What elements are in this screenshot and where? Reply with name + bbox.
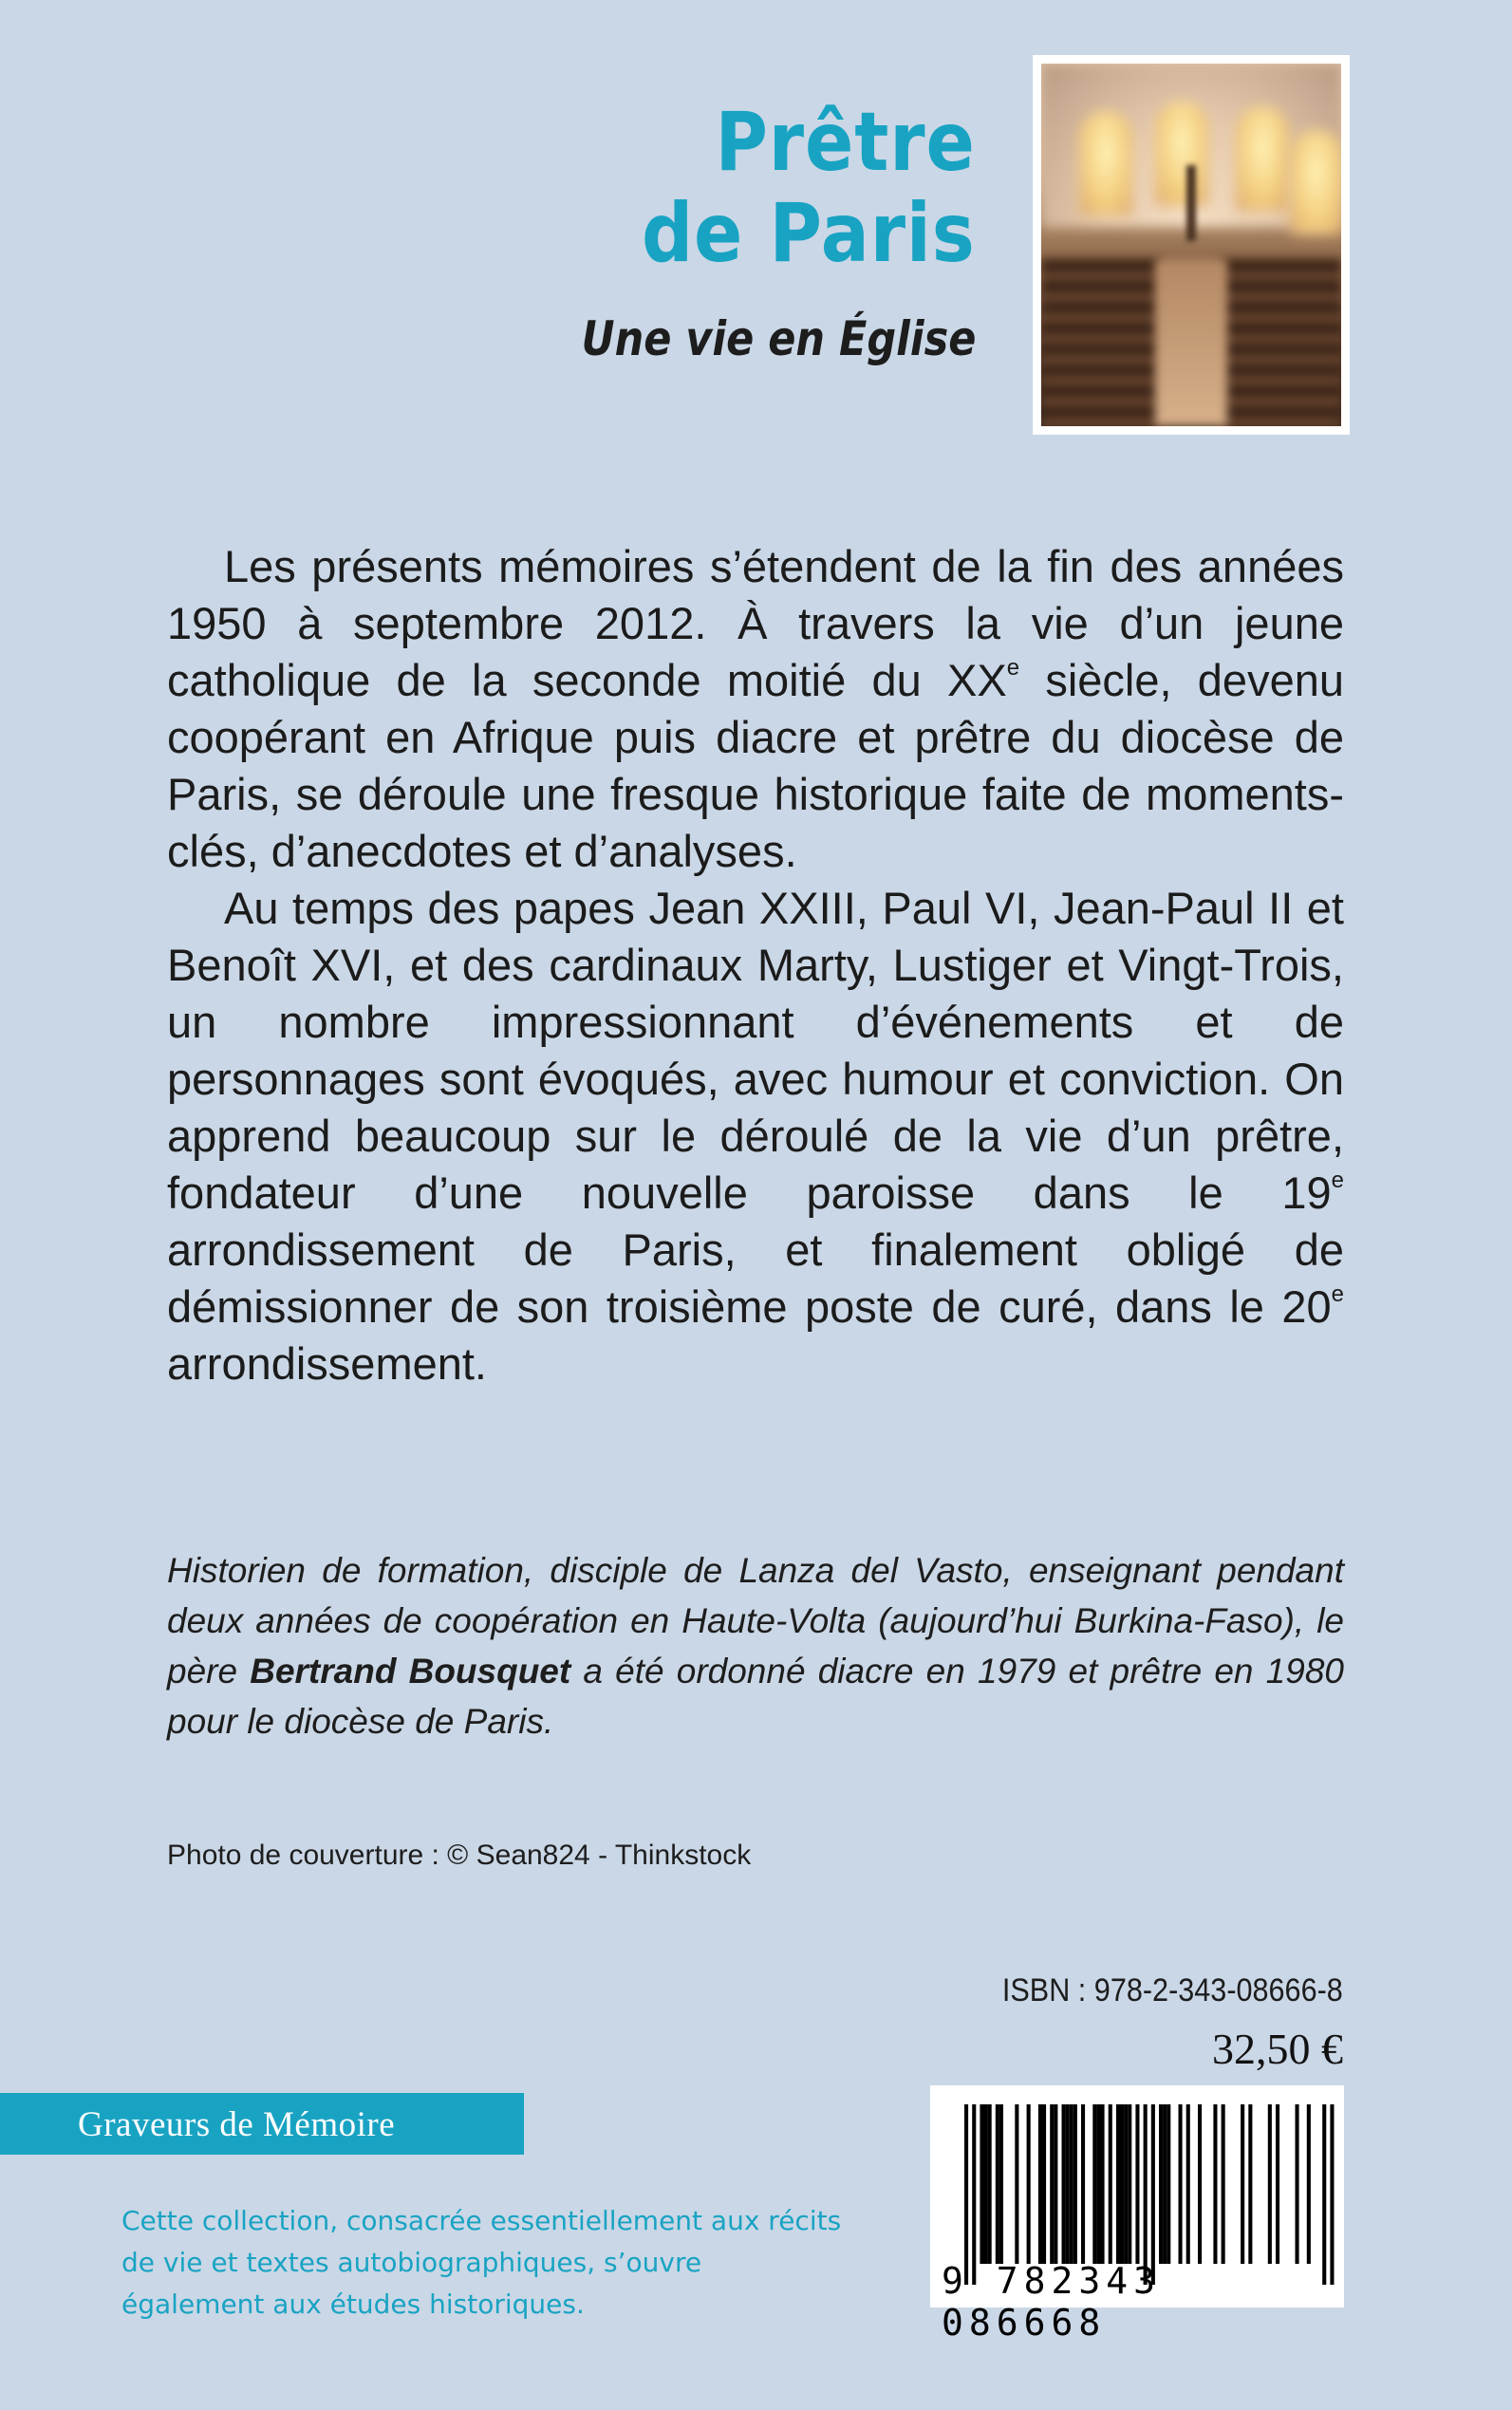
- barcode-bar: [1151, 2104, 1155, 2285]
- book-subtitle: Une vie en Église: [581, 311, 976, 366]
- barcode-bar: [1066, 2104, 1070, 2264]
- church-interior-photo: [1041, 64, 1341, 426]
- barcode-bar: [1050, 2104, 1054, 2264]
- barcode-bar: [1276, 2104, 1279, 2264]
- barcode-bar: [972, 2104, 976, 2285]
- barcode: [930, 2085, 1344, 2344]
- barcode-bar: [1042, 2104, 1046, 2264]
- barcode-bar: [1268, 2104, 1272, 2264]
- barcode-bar: [996, 2104, 999, 2264]
- barcode-bar: [1092, 2104, 1096, 2264]
- barcode-digits: 9 782343 086668: [942, 2260, 1162, 2344]
- price: 32,50 €: [1212, 2025, 1343, 2073]
- summary-paragraph-2: Au temps des papes Jean XXIII, Paul VI, Jean-Paul II et Benoît XVI, et des cardinaux Marty, Lustiger et Vingt-Trois, un nombre impressionnant d’événements et de personnages sont évoqués, avec humour et conviction. On apprend beaucoup sur le déroulé de la vie d’un prêtre, fondateur d’une nouvelle paroisse dans le 19e arrondissement de Paris, et finalement obligé de démissionner de son troisième poste de curé, dans le 20e arrondissement.: [167, 883, 1344, 1389]
- barcode-bar: [1124, 2104, 1128, 2264]
- author-bio: Historien de formation, disciple de Lanza del Vasto, enseignant pendant deux années de coopération en Haute-Volta (aujourd’hui Burkina-Faso), le père Bertrand Bousquet a été ordonné diacre en 1979 et prêtre en 1980 pour le diocèse de Paris.: [167, 1551, 1344, 1741]
- back-cover-summary: [167, 538, 1344, 1392]
- title-line-1: Prêtre: [715, 95, 976, 190]
- barcode-bar: [1027, 2104, 1031, 2264]
- photo-credit: Photo de couverture : © Sean824 - Thinkstock: [167, 1840, 752, 1871]
- summary-paragraph-1: Les présents mémoires s’étendent de la fin des années 1950 à septembre 2012. À travers la vie d’un jeune catholique de la seconde moitié du XXe siècle, devenu coopérant en Afrique puis diacre et prêtre du diocèse de Paris, se déroule une fresque historique faite de moments-clés, d’anecdotes et d’analyses.: [167, 541, 1344, 876]
- barcode-bar: [984, 2104, 988, 2264]
- barcode-bar: [964, 2104, 968, 2285]
- barcode-bar: [1116, 2104, 1120, 2264]
- barcode-bar: [1248, 2104, 1252, 2264]
- barcode-bar: [1015, 2104, 1018, 2264]
- title-line-2: de Paris: [642, 186, 976, 281]
- barcode-bar: [1109, 2104, 1112, 2264]
- barcode-bar: [1101, 2104, 1105, 2264]
- barcode-bar: [1322, 2104, 1326, 2285]
- barcode-bar: [980, 2104, 983, 2264]
- barcode-bar: [1179, 2104, 1183, 2264]
- isbn: ISBN : 978-2-343-08666-8: [1002, 1972, 1343, 2008]
- barcode-bar: [1096, 2104, 1100, 2264]
- collection-name: Graveurs de Mémoire: [78, 2105, 396, 2144]
- cover-photo-frame: [1033, 55, 1350, 435]
- barcode-bar: [1213, 2104, 1217, 2264]
- barcode-bar: [1167, 2104, 1170, 2264]
- barcode-bar: [1128, 2104, 1131, 2264]
- barcode-bar: [1330, 2104, 1334, 2285]
- barcode-bar: [1159, 2104, 1163, 2264]
- author-name: Bertrand Bousquet: [250, 1652, 571, 1691]
- barcode-bar: [1307, 2104, 1311, 2264]
- barcode-bar: [1198, 2104, 1202, 2264]
- book-title: [642, 97, 976, 279]
- barcode-bar: [1163, 2104, 1167, 2264]
- barcode-bar: [988, 2104, 992, 2264]
- barcode-bar: [1135, 2104, 1139, 2264]
- collection-description: Cette collection, consacrée essentiellement aux récits de vie et textes autobiographiques, s’ouvre également aux études historiques.: [121, 2205, 842, 2320]
- barcode-bar: [1081, 2104, 1085, 2264]
- barcode-bar: [1054, 2104, 1057, 2264]
- barcode-bar: [1038, 2104, 1042, 2264]
- barcode-bar: [1241, 2104, 1244, 2264]
- barcode-bar: [1070, 2104, 1073, 2264]
- barcode-bar: [1144, 2104, 1148, 2285]
- barcode-bar: [1222, 2104, 1225, 2264]
- barcode-bar: [1062, 2104, 1066, 2264]
- barcode-bar: [999, 2104, 1003, 2264]
- barcode-bar: [1186, 2104, 1190, 2264]
- barcode-bar: [1120, 2104, 1124, 2264]
- barcode-bar: [1073, 2104, 1077, 2264]
- barcode-bar: [1296, 2104, 1299, 2264]
- collection-band: [0, 2093, 524, 2155]
